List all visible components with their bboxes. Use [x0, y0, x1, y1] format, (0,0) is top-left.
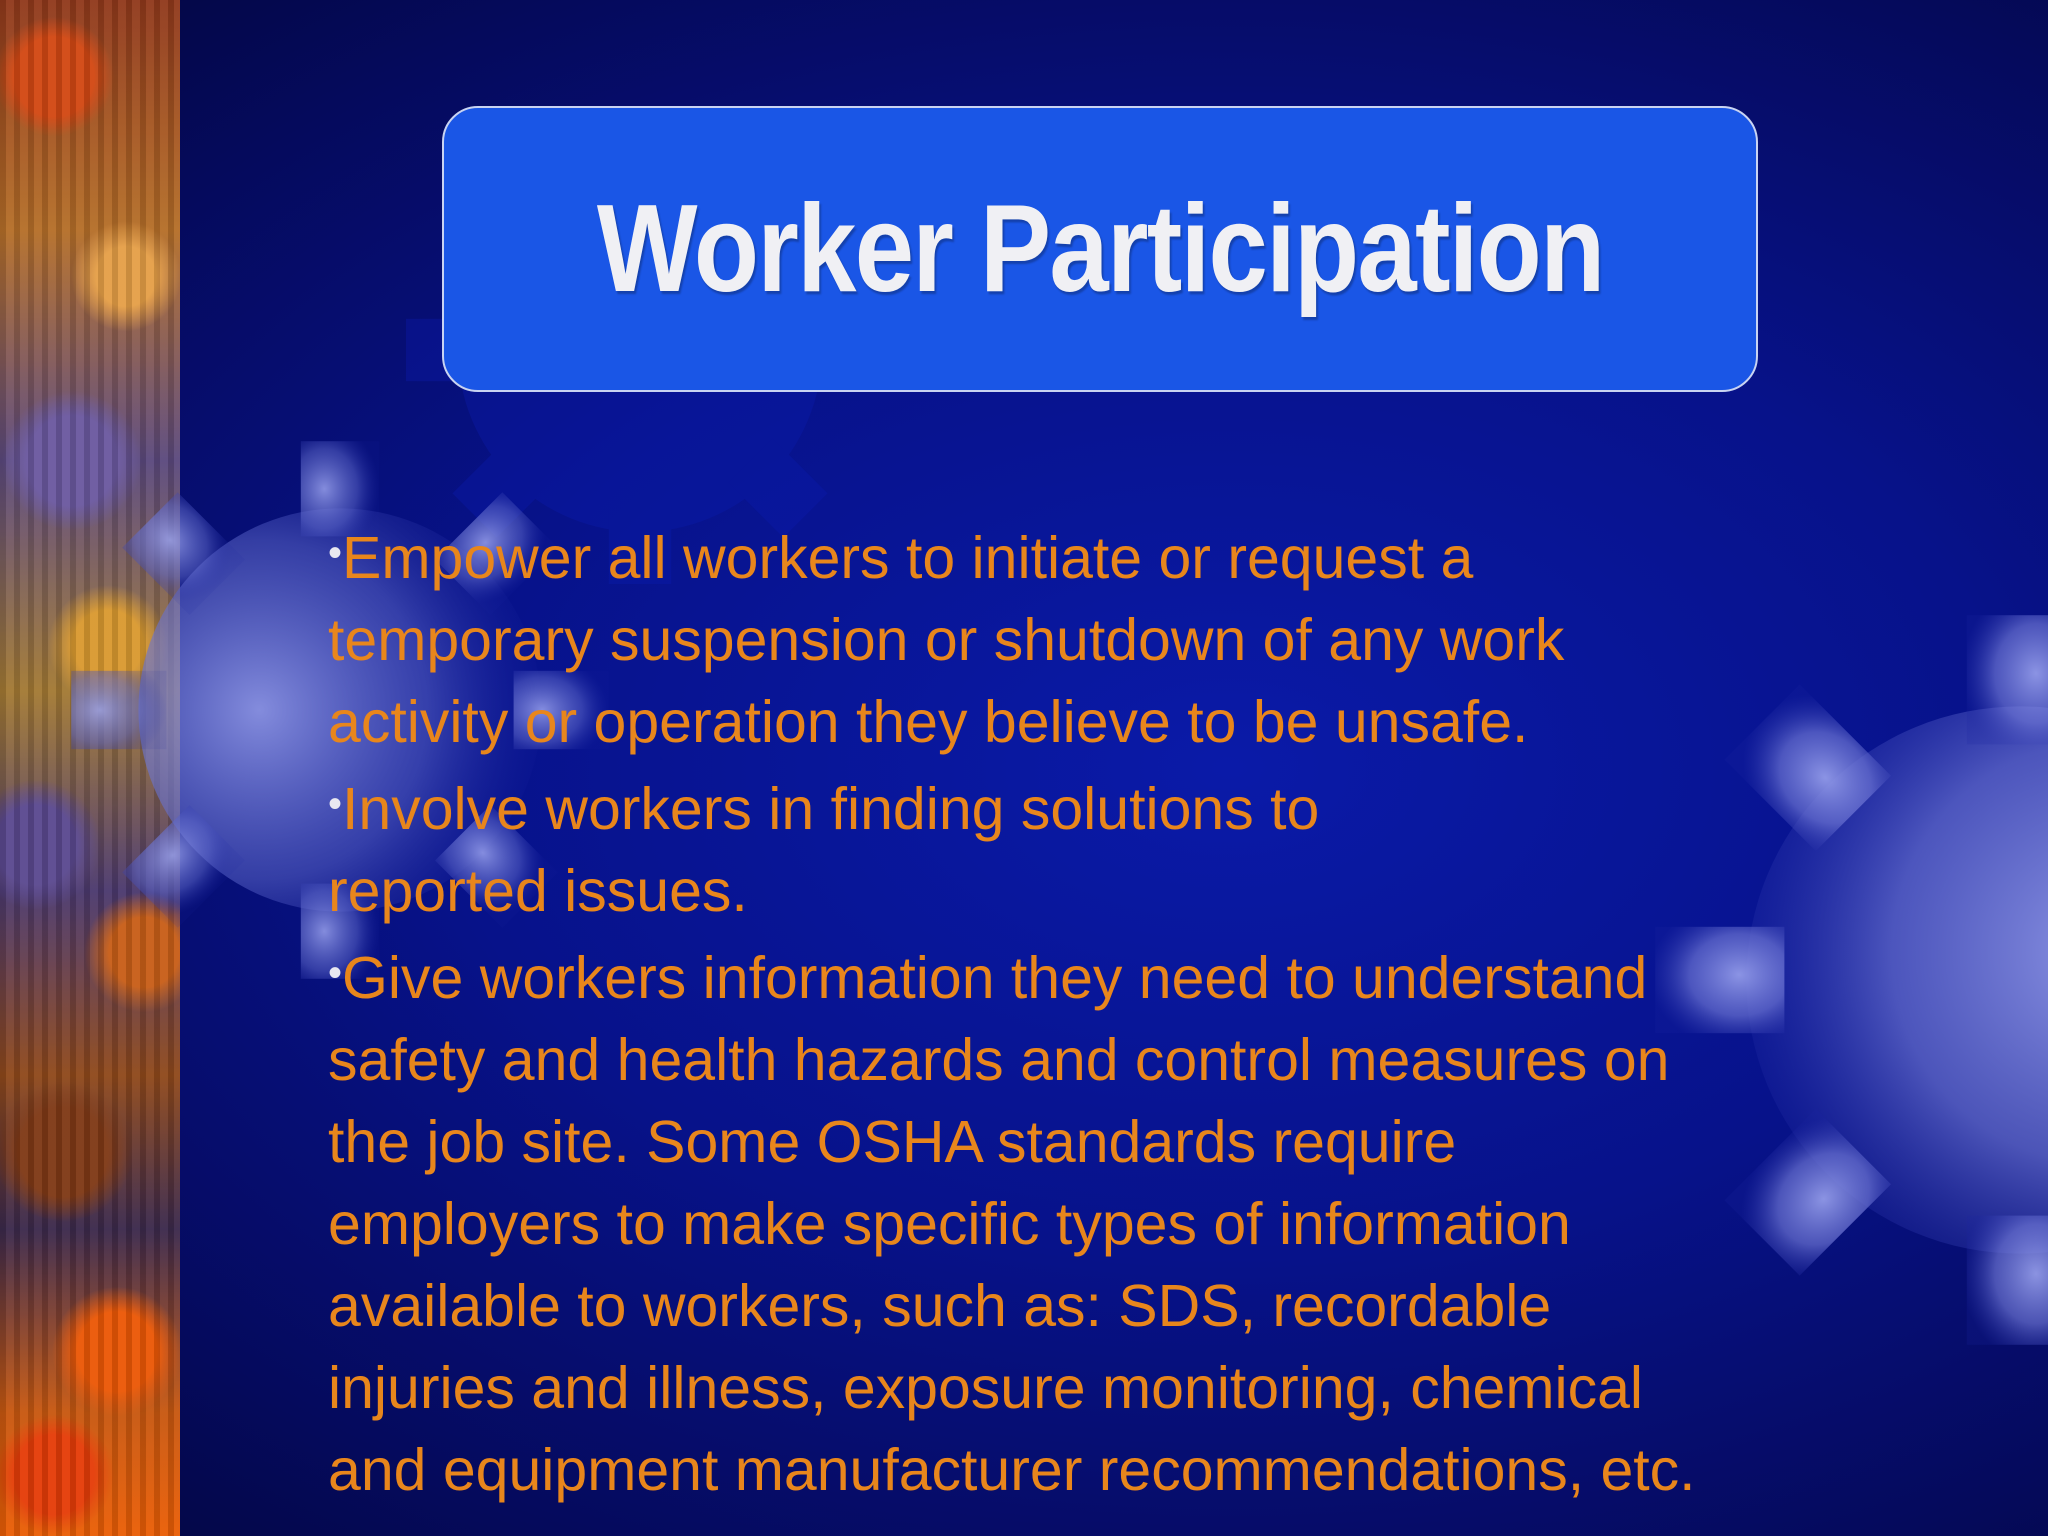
bullet-line: safety and health hazards and control measures on	[328, 1027, 1670, 1093]
bullet-item	[328, 763, 1968, 932]
bullet-line: available to workers, such as: SDS, recordable	[328, 1273, 1552, 1339]
bullet-line: reported issues.	[328, 858, 748, 924]
slide-title: Worker Participation	[596, 180, 1604, 318]
bullet-item	[328, 932, 1968, 1511]
bullet-line: Empower all workers to initiate or request a	[342, 525, 1474, 591]
bullet-item	[328, 512, 1968, 763]
title-box	[442, 106, 1758, 392]
bullet-marker: •	[328, 782, 343, 826]
bullet-line: employers to make specific types of information	[328, 1191, 1571, 1257]
bullet-line: Give workers information they need to understand	[342, 945, 1648, 1011]
bullet-line: the job site. Some OSHA standards require	[328, 1109, 1457, 1175]
bullet-marker: •	[328, 951, 343, 995]
bullet-marker: •	[328, 531, 343, 575]
bullet-list	[328, 512, 1968, 1511]
bullet-line: and equipment manufacturer recommendations, etc.	[328, 1437, 1696, 1503]
bullet-line: activity or operation they believe to be unsafe.	[328, 689, 1529, 755]
bullet-line: injuries and illness, exposure monitoring, chemical	[328, 1355, 1644, 1421]
bullet-line: temporary suspension or shutdown of any work	[328, 607, 1565, 673]
bullet-line: Involve workers in finding solutions to	[342, 776, 1320, 842]
